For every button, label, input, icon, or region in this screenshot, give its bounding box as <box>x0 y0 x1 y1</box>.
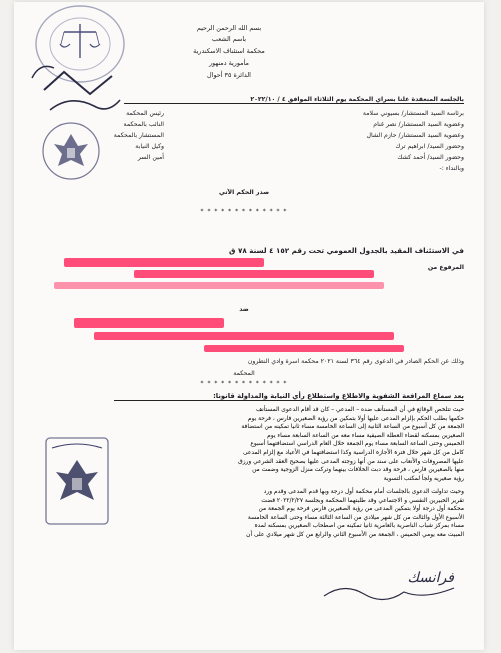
text-line: الخميس وحتى الساعة السابعة مساء يوم الجمعة خلال العام الدراسي استضافتهما أسبوع <box>250 441 464 448</box>
text-line: حيث تتلخص الوقائع في أن المستأنف ضده – المدعي – كان قد أقام الدعوى المستأنف <box>256 407 464 413</box>
session-title: بالجلسة المنعقدة علنا بسراي المحكمة يوم الثلاثاء الموافق ٤ / ٢٠٢٢/١٠ <box>124 96 464 104</box>
verdict-title: صدر الحكم الآتي <box>218 189 270 196</box>
text-line: الأسبوع الأول والثالث من كل شهر ميلادي من الساعة الثالثة مساء وحتى الساعة الخامسة <box>247 514 464 521</box>
panel-role: المستشار بالمحكمة <box>113 132 164 139</box>
in-name-of-people: باسم الشعب <box>211 35 247 43</box>
text-line: مساء بمركز شباب الناصرية بالعامرية ثانيا تمكينه من اصطحاب الصغيرين بمسكنه لمدة <box>254 523 464 530</box>
text-line: رؤية صغيريه ولجأ لمكتب التسوية <box>383 475 464 482</box>
signature: فرانسك <box>407 570 454 586</box>
text-line: تقرير الخبيرين النفسي و الاجتماعي وقد طلبتهما المحكمة وبجلسة ٢٠٢٢/٢/٢٧ قضت <box>261 497 464 504</box>
court-circuit: مأمورية دمنهور <box>209 59 249 67</box>
text-line: حكمها بطلب الحكم بإلزام المدعى عليها أولا بتمكين من رؤية الصغيرين فارس ، فرحة يوم <box>247 415 464 422</box>
paragraph-1 <box>60 406 464 483</box>
redaction-bar <box>134 270 374 278</box>
stars-divider-2: * * * * * * * * * * * * * <box>200 380 288 387</box>
redaction-bar <box>204 345 404 352</box>
basmala: بسم الله الرحمن الرحيم <box>196 24 262 32</box>
appellant-label: المرفوع من <box>427 264 464 271</box>
text-line: المبيت معه يومي الخميس ، الجمعة من الأسبوع الثاني والرابع من كل شهر ميلادي على أن <box>246 531 464 538</box>
eagle-stamp-middle <box>40 120 102 182</box>
judgment-reference: وذلك عن الحكم الصادر في الدعوى رقم ٣٦٤ لسنة ٢٠٢١ محكمة اسرة وادي النطرون <box>247 358 464 365</box>
panel-person: برئاسة السيد المستشار/ بسيوني سلامة <box>362 110 464 117</box>
redaction-bar <box>94 332 394 340</box>
text-line: عليها المصروفات والأتعاب على سند من أنها زوجته المدعى عليها بصحيح العقد الشرعي ورزق <box>238 458 464 465</box>
against-label: ضد <box>239 306 249 313</box>
court-chamber: الدائرة ٣٥ أحوال <box>207 71 251 79</box>
stars-divider-1: * * * * * * * * * * * * * <box>200 208 288 215</box>
redaction-bar <box>74 318 224 328</box>
text-line: الجمعة من كل أسبوع من الساعة الثانية إلى الساعة الخامسة مساء ثانيا تمكينه من استضافة <box>241 424 464 431</box>
signature-flourish <box>314 578 464 608</box>
panel-role: أمين السر <box>137 154 164 161</box>
roll-call: وبالنداء :- <box>439 165 464 172</box>
paragraph-2 <box>60 488 464 540</box>
panel-person: وعضوية السيد المستشار/ نصر غنام <box>373 121 464 128</box>
text-line: منها بالصغيرين فارس ، فرحة وقد دبت الخلافات بينهما وتركت منزل الزوجية وضمت من <box>252 467 464 474</box>
panel-role: رئيس المحكمة <box>126 110 164 117</box>
redaction-bar <box>64 258 264 267</box>
case-title: في الاستئناف المقيد بالجدول العمومي تحت رقم ١٥٢ ٤ لسنة ٧٨ ق <box>229 246 464 255</box>
text-line: كامل من كل شهر خلال فترة الأجازة الدراسية وكذا استضافتهما في الأعياد مع إلزام المدعى <box>242 449 464 456</box>
panel-person: وحضور السيد/ ابراهيم ترك <box>395 143 464 150</box>
redaction-bar <box>54 282 384 289</box>
panel-person: وحضور السيد/ أحمد كشك <box>397 154 464 161</box>
text-line: الصغيرين بمسكنه لقضاء العطلة الصيفية مساء معه من الساعة السابعة مساء يوم <box>267 432 464 439</box>
panel-role: وكيل النيابة <box>135 143 164 150</box>
panel-person: وعضوية السيد المستشار/ حازم الشال <box>366 132 464 139</box>
court-word: المحكمة <box>233 370 255 377</box>
text-line: محكمة أول درجة أولا بتمكين المدعى من رؤية الصغيرين فارس فرحة يوم الجمعة من <box>258 506 464 513</box>
document-page <box>14 2 484 650</box>
body-heading: بعد سماع المرافعة الشفوية والاطلاع واستطلاع رأي النيابة والمداولة قانونا: <box>114 392 464 401</box>
text-line: وحيث تداولت الدعوى بالجلسات أمام محكمة أول درجة وبها قدم المدعى وقدم ورد <box>263 489 464 495</box>
panel-role: النائب بالمحكمة <box>123 121 164 128</box>
court-name: محكمة استئناف الاسكندرية <box>193 47 265 55</box>
